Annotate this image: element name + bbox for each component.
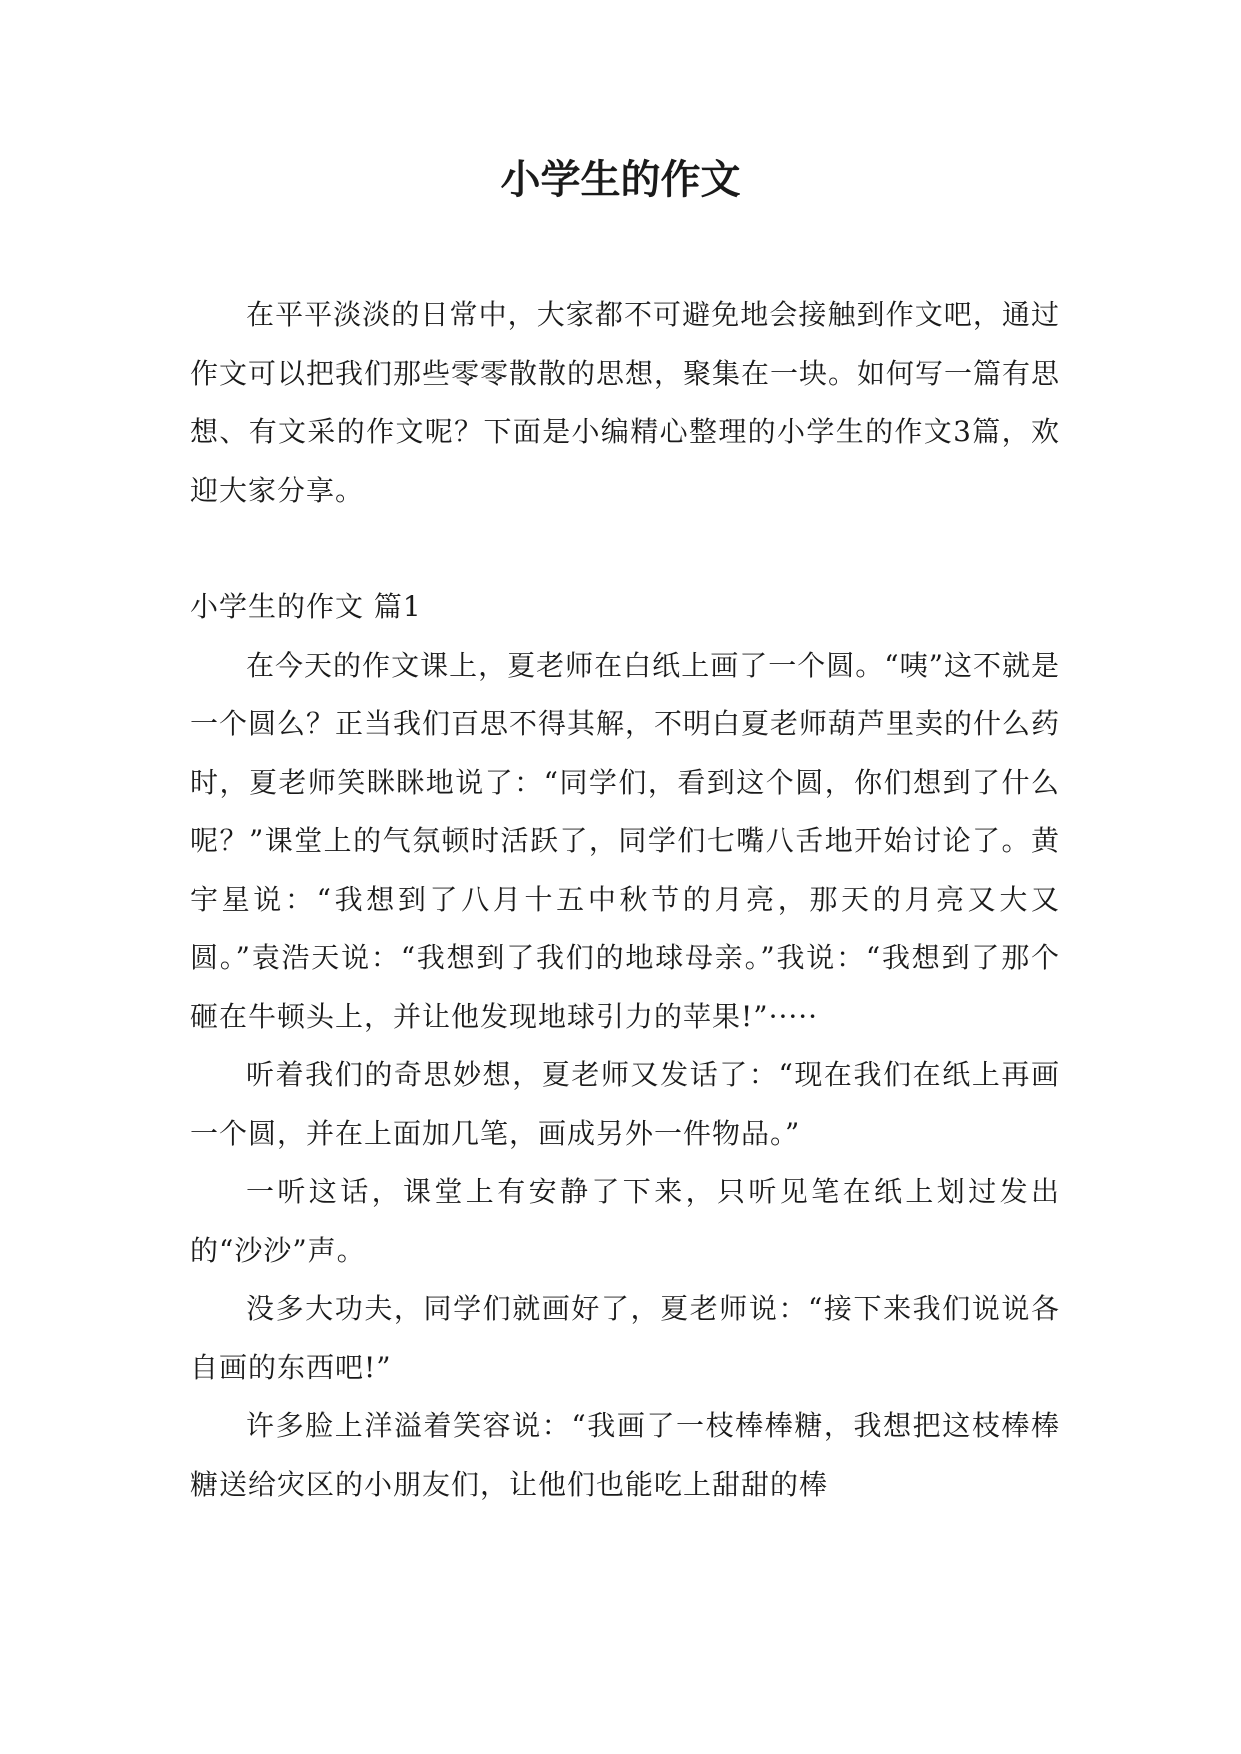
section-heading: 小学生的作文 篇1	[190, 590, 422, 623]
body-paragraph: 没多大功夫，同学们就画好了，夏老师说：“接下来我们说说各自画的东西吧!”	[190, 1292, 1060, 1384]
document-body	[190, 286, 1060, 1514]
body-paragraph: 许多脸上洋溢着笑容说：“我画了一枝棒棒糖，我想把这枝棒棒糖送给灾区的小朋友们，让他们也能吃上甜甜的棒	[190, 1409, 1060, 1501]
body-paragraph: 在今天的作文课上，夏老师在白纸上画了一个圆。“咦”这不就是一个圆么？正当我们百思不得其解，不明白夏老师葫芦里卖的什么药时，夏老师笑眯眯地说了：“同学们，看到这个圆，你们想到了什么呢？”课堂上的气氛顿时活跃了，同学们七嘴八舌地开始讨论了。黄宇星说：“我想到了八月十五中秋节的月亮，那天的月亮又大又圆。”袁浩天说：“我想到了我们的地球母亲。”我说：“我想到了那个砸在牛顿头上，并让他发现地球引力的苹果!”·····	[190, 648, 1061, 1033]
body-paragraph: 听着我们的奇思妙想，夏老师又发话了：“现在我们在纸上再画一个圆，并在上面加几笔，画成另外一件物品。”	[190, 1058, 1060, 1150]
intro-paragraph: 在平平淡淡的日常中，大家都不可避免地会接触到作文吧，通过作文可以把我们那些零零散散的思想，聚集在一块。如何写一篇有思想、有文采的作文呢？下面是小编精心整理的小学生的作文3篇，欢迎大家分享。	[190, 298, 1061, 507]
document-title: 小学生的作文	[500, 157, 741, 203]
body-paragraph: 一听这话，课堂上有安静了下来，只听见笔在纸上划过发出的“沙沙”声。	[190, 1175, 1060, 1267]
